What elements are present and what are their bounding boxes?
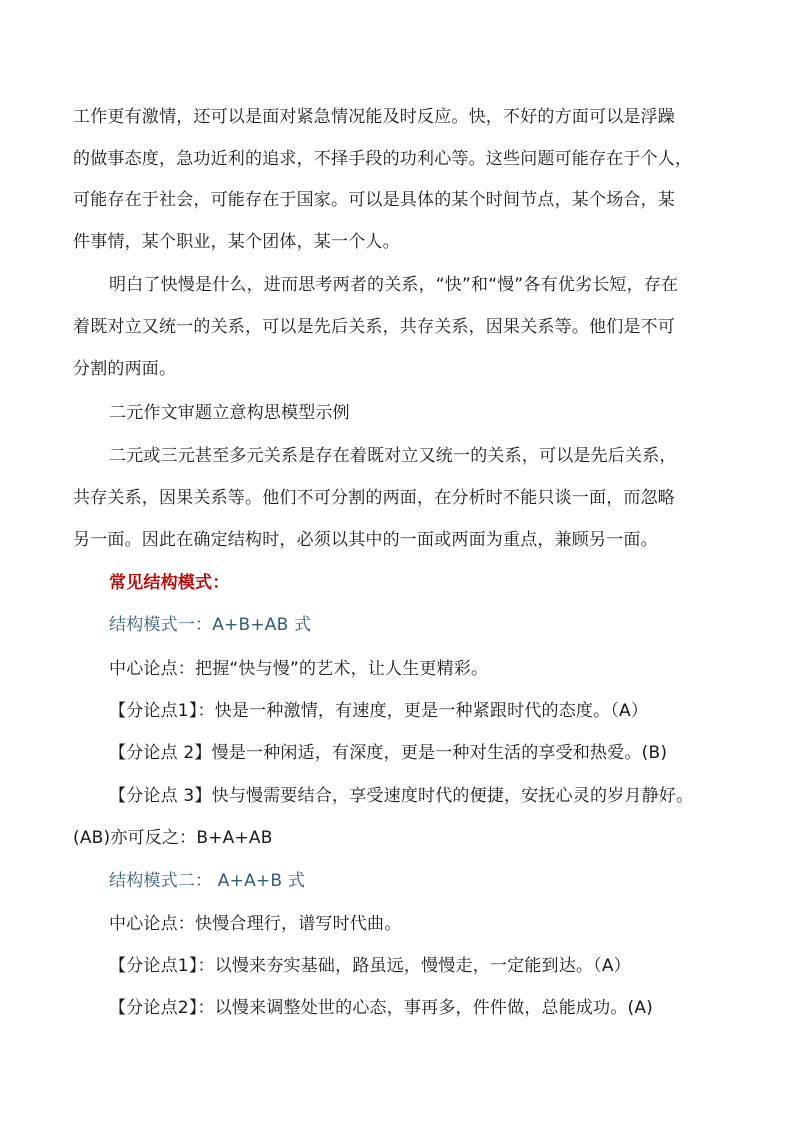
paragraph-line: 共存关系，因果关系等。他们不可分割的两面，在分析时不能只谈一面，而忽略 <box>73 488 675 508</box>
sub-argument-2: 【分论点2】：以慢来调整处世的心态，事再多，件件做，总能成功。(A) <box>109 998 654 1018</box>
sub-argument-1: 【分论点1】：快是一种激情，有速度，更是一种紧跟时代的态度。（A） <box>109 701 649 721</box>
paragraph-line: 的做事态度，急功近利的追求，不择手段的功利心等。这些问题可能存在于个人， <box>73 149 693 169</box>
paragraph-line: 二元或三元甚至多元关系是存在着既对立又统一的关系，可以是先后关系， <box>109 446 677 466</box>
paragraph-line: 明白了快慢是什么，进而思考两者的关系，“快”和“慢”各有优劣长短，存在 <box>109 275 679 295</box>
sub-argument-3: 【分论点 3】快与慢需要结合，享受速度时代的便捷，安抚心灵的岁月静好。 <box>109 786 694 806</box>
sub-argument-1: 【分论点1】：以慢来夯实基础，路虽远，慢慢走，一定能到达。（A） <box>109 956 631 976</box>
paragraph-line: 另一面。因此在确定结构时，必须以其中的一面或两面为重点，兼顾另一面。 <box>73 530 658 550</box>
paragraph-line: 工作更有激情，还可以是面对紧急情况能及时反应。快，不好的方面可以是浮躁 <box>73 107 675 127</box>
central-argument: 中心论点：快慢合理行，谱写时代曲。 <box>109 914 402 934</box>
paragraph-line: 着既对立又统一的关系，可以是先后关系，共存关系，因果关系等。他们是不可 <box>73 317 675 337</box>
paragraph-line: (AB)亦可反之：B+A+AB <box>73 828 273 848</box>
heading-structure-two: 结构模式二： A+A+B 式 <box>109 871 306 891</box>
paragraph-line: 分割的两面。 <box>73 359 177 379</box>
paragraph-line: 件事情，某个职业，某个团体，某一个人。 <box>73 232 400 252</box>
heading-structure-one: 结构模式一：A+B+AB 式 <box>109 615 312 635</box>
section-title: 二元作文审题立意构思模型示例 <box>109 403 350 423</box>
heading-common-structures: 常见结构模式： <box>109 573 230 593</box>
paragraph-line: 可能存在于社会，可能存在于国家。可以是具体的某个时间节点，某个场合，某 <box>73 190 675 210</box>
central-argument: 中心论点：把握“快与慢”的艺术，让人生更精彩。 <box>109 659 489 679</box>
sub-argument-2: 【分论点 2】慢是一种闲适，有深度，更是一种对生活的享受和热爱。(B) <box>109 743 668 763</box>
